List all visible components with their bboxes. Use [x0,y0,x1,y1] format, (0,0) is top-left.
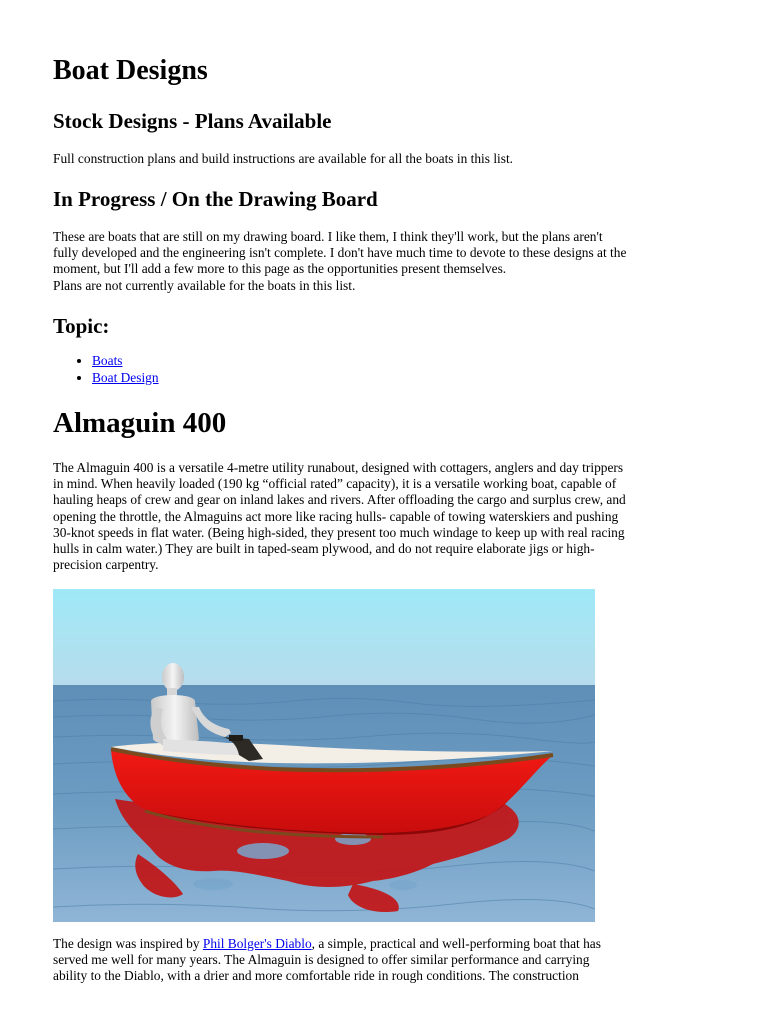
intro-line: opening the throttle, the Almaguins act more like racing hulls- capable of towing waterskiers and pushing [53,508,619,524]
article-title: Almaguin 400 [53,407,227,439]
topic-link-boat-design[interactable]: Boat Design [92,369,159,385]
intro-line: precision carpentry. [53,557,159,573]
design-text: , a simple, practical and well-performing boat that has [311,936,601,951]
in-progress-line: These are boats that are still on my drawing board. I like them, I think they'll work, but the plans aren't [53,229,603,244]
topic-link-boats[interactable]: Boats [92,353,123,368]
intro-line: The Almaguin 400 is a versatile 4-metre utility runabout, designed with cottagers, anglers and day trippers [53,460,624,475]
design-text: The design was inspired by [53,936,203,951]
intro-line: in mind. When heavily loaded (190 kg “official rated” capacity), it is a versatile working boat, capable of [53,476,617,492]
in-progress-text [53,229,721,294]
in-progress-line: Plans are not currently available for the boats in this list. [53,277,356,293]
design-line: ability to the Diablo, with a drier and more comfortable ride in rough conditions. The construction [53,968,579,984]
intro-line: hulls in calm water.) They are built in taped-seam plywood, and do not require elaborate jigs or high- [53,541,595,557]
stock-designs-text: Full construction plans and build instructions are available for all the boats in this list. [53,151,514,166]
intro-line: hauling heaps of crew and gear on inland lakes and rivers. After offloading the cargo and surplus crew, and [53,492,626,508]
stock-designs-heading: Stock Designs - Plans Available [53,109,332,133]
boat-render-image [53,589,595,922]
list-item [92,353,159,370]
in-progress-line: fully developed and the engineering isn't complete. I don't have much time to devote to these designs at the [53,245,627,261]
article-intro [53,460,721,573]
in-progress-heading: In Progress / On the Drawing Board [53,187,378,211]
page-title: Boat Designs [53,55,208,86]
list-item [92,370,159,387]
in-progress-line: moment, but I'll add a few more to this page as the opportunities present themselves. [53,261,507,277]
design-line [53,936,721,952]
design-paragraph [53,936,721,985]
diablo-link[interactable]: Phil Bolger's Diablo [202,936,312,951]
topic-list [53,353,159,386]
intro-line: 30-knot speeds in flat water. (Being high-sided, they present too much windage to keep up with real racing [53,524,625,540]
design-line: served me well for many years. The Almaguin is designed to offer similar performance and carrying [53,952,590,968]
topic-heading: Topic: [53,314,110,338]
